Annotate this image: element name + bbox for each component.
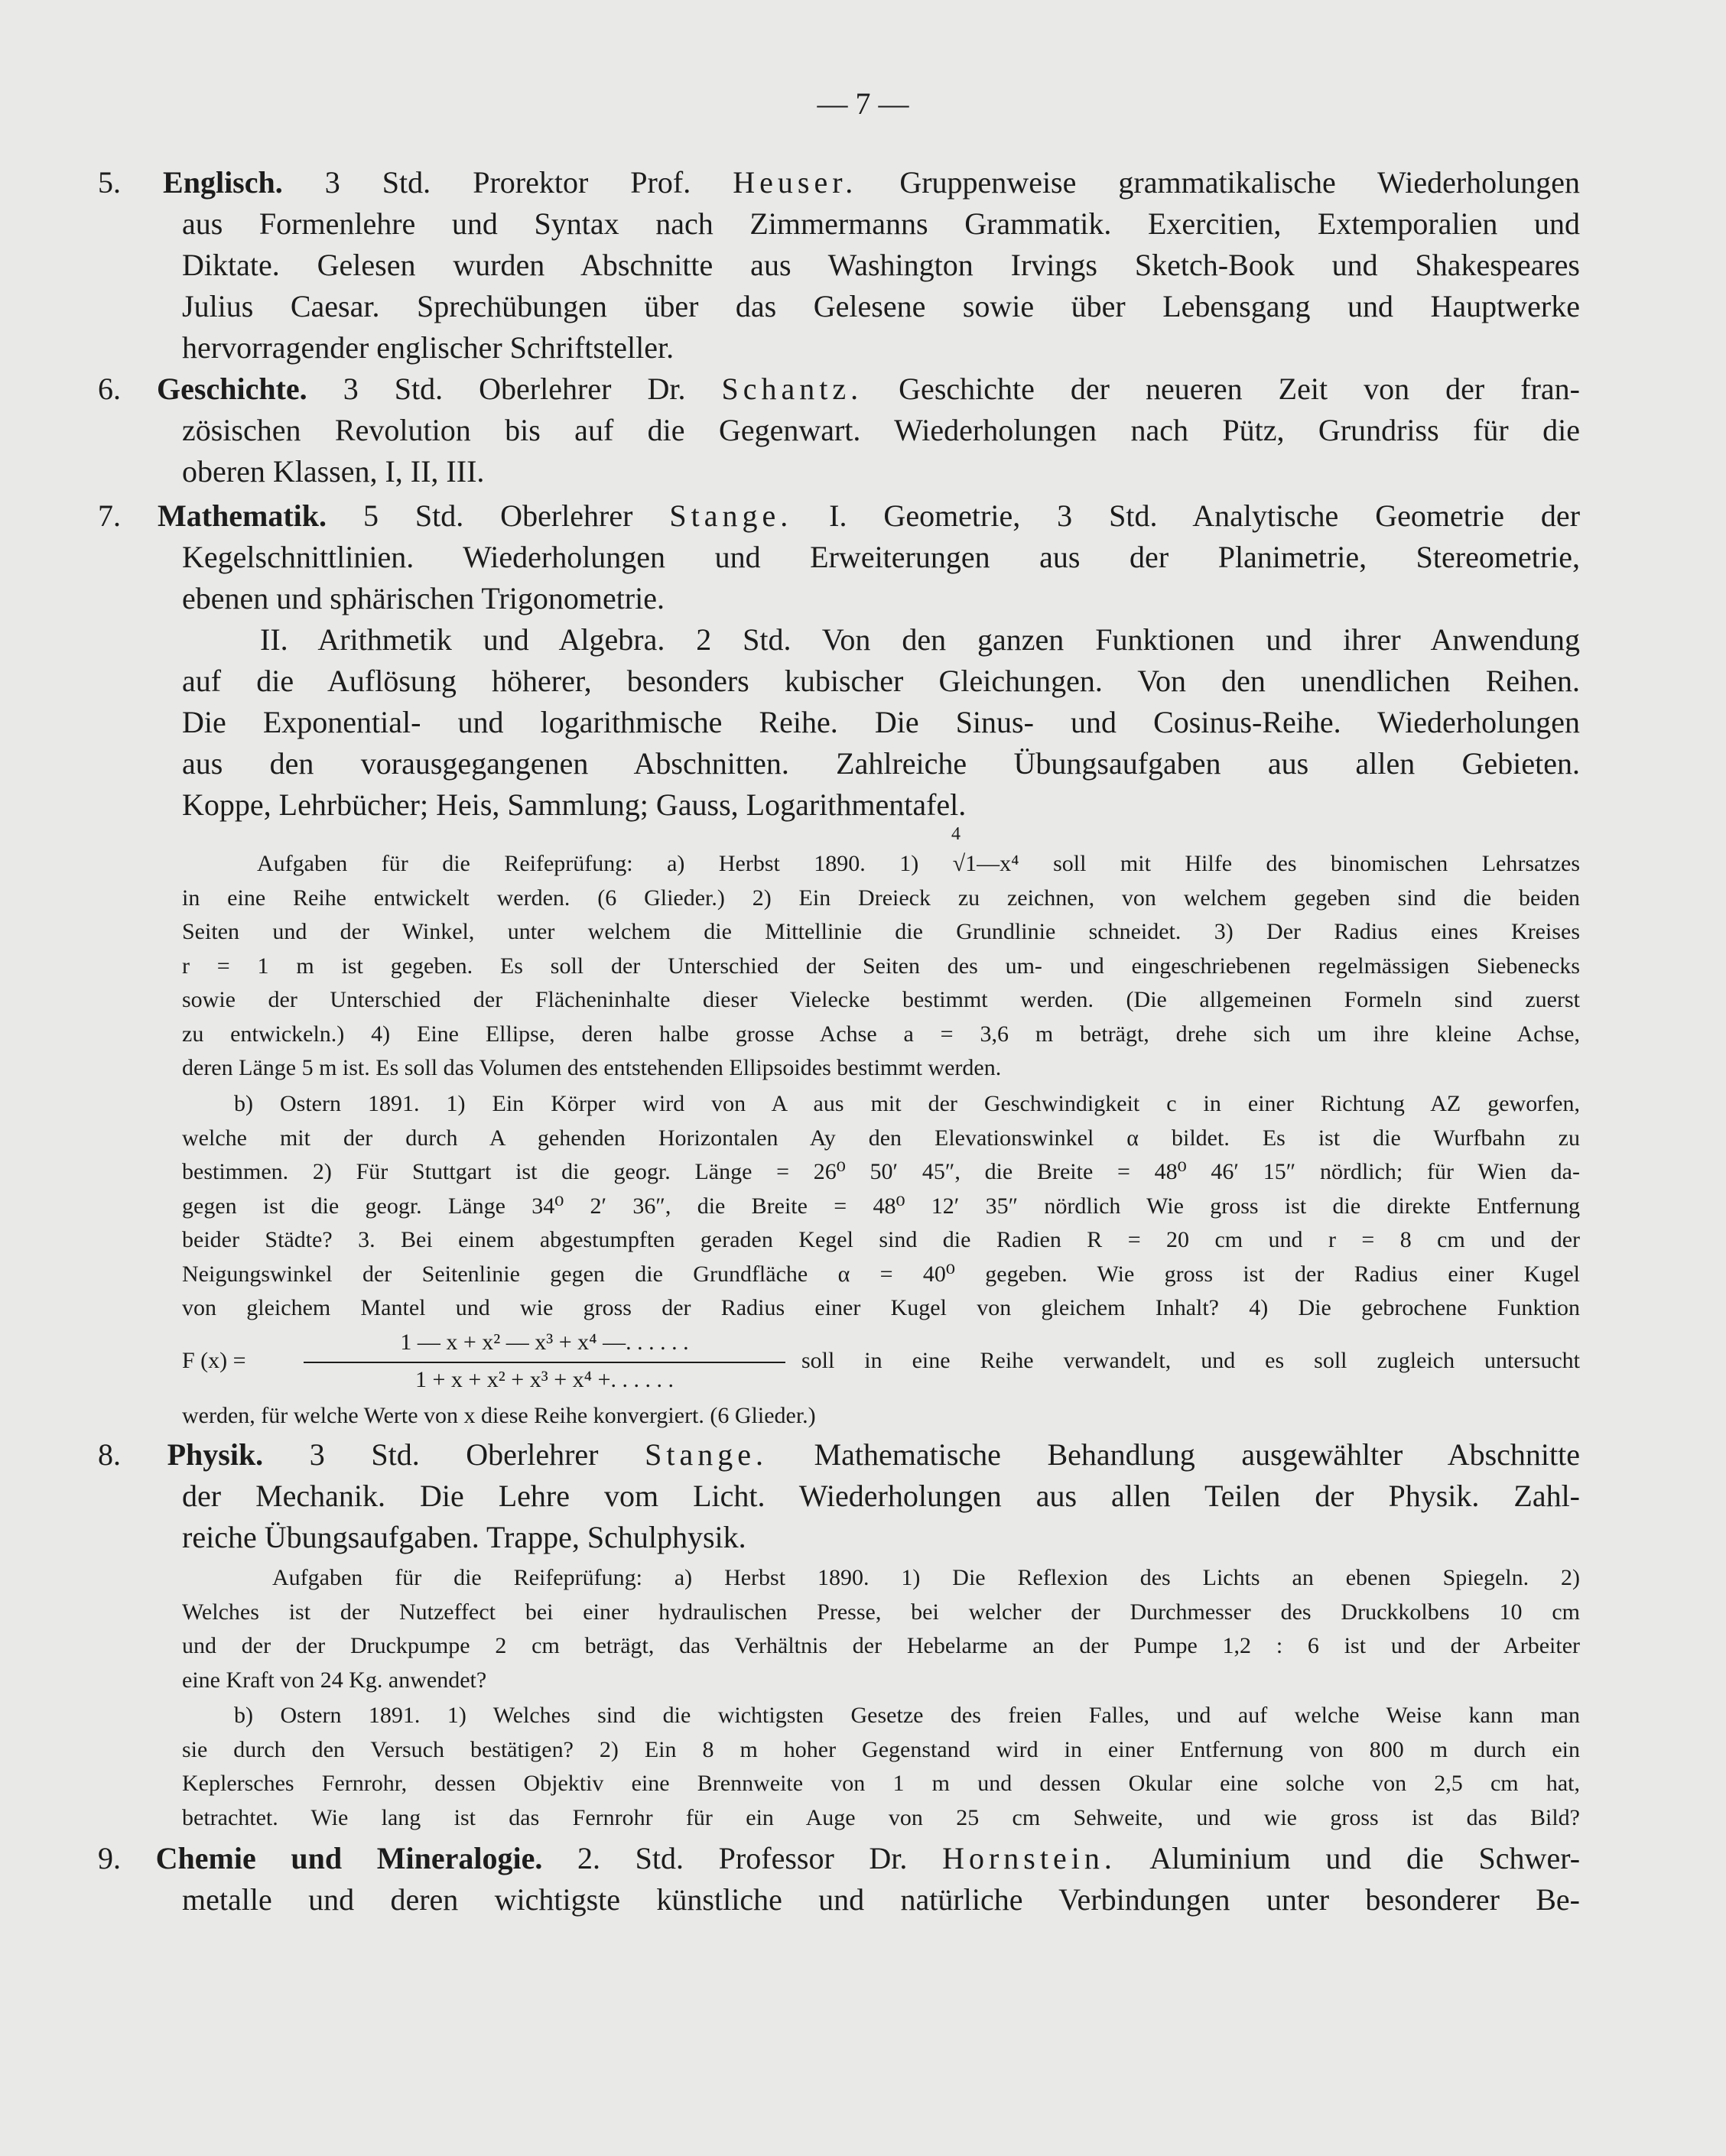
teacher-name: Hornstein. — [942, 1841, 1117, 1875]
text-line: Welches ist der Nutzeffect bei einer hydraulischen Presse, bei welcher der Durchmesser des Druckkolbens 10 cm — [182, 1599, 1580, 1625]
fraction-numerator: 1 — x + x² — x³ + x⁴ —. . . . . . — [400, 1330, 689, 1355]
teacher-name: Schantz. — [721, 372, 863, 406]
text-line: eine Kraft von 24 Kg. anwendet? — [182, 1667, 487, 1693]
text-line: und der der Druckpumpe 2 cm beträgt, das Verhältnis der Hebelarme an der Pumpe 1,2 : 6 ist und der Arbeiter — [182, 1633, 1580, 1658]
text-line: sowie der Unterschied der Flächeninhalte dieser Vielecke bestimmt werden. (Die allgemeinen Formeln sind zuerst — [182, 987, 1580, 1012]
section-number: 5. — [98, 165, 121, 200]
text-line: auf die Auflösung höherer, besonders kubischer Gleichungen. Von den unendlichen Reihen. — [182, 664, 1580, 698]
text-line: sie durch den Versuch bestätigen? 2) Ein 8 m hoher Gegenstand wird in einer Entfernung von 800 m durch ein — [182, 1737, 1580, 1762]
fraction-denominator: 1 + x + x² + x³ + x⁴ +. . . . . . — [414, 1367, 674, 1392]
section-number: 8. — [98, 1437, 121, 1472]
text-line: welche mit der durch A gehenden Horizontalen Ay den Elevationswinkel α bildet. Es ist die Wurfbahn zu — [182, 1125, 1580, 1151]
section-heading-line: 6. Geschichte. 3 Std. Oberlehrer Dr. Schantz. Geschichte der neueren Zeit von der fran- — [98, 372, 1580, 406]
section-heading-line: 9. Chemie und Mineralogie. 2. Std. Professor Dr. Hornstein. Aluminium und die Schwer- — [98, 1841, 1580, 1875]
text-line: in eine Reihe entwickelt werden. (6 Glieder.) 2) Ein Dreieck zu zeichnen, von welchem gegeben sind die beiden — [182, 885, 1580, 911]
text-line: r = 1 m ist gegeben. Es soll der Unterschied der Seiten des um- und eingeschriebenen regelmässigen Siebenecks — [182, 953, 1580, 979]
text-line: b) Ostern 1891. 1) Welches sind die wichtigsten Gesetze des freien Falles, und auf welche Weise kann man — [234, 1703, 1580, 1728]
text-line: zu entwickeln.) 4) Eine Ellipse, deren halbe grosse Achse a = 3,6 m beträgt, drehe sich um ihre kleine Achse, — [182, 1021, 1580, 1047]
text-line: II. Arithmetik und Algebra. 2 Std. Von den ganzen Funktionen und ihrer Anwendung — [260, 622, 1580, 657]
text-line: ebenen und sphärischen Trigonometrie. — [182, 581, 665, 615]
section-number: 9. — [98, 1841, 121, 1875]
text-line: hervorragender englischer Schriftsteller. — [182, 330, 674, 365]
text-line: Diktate. Gelesen wurden Abschnitte aus Washington Irvings Sketch-Book und Shakespeares — [182, 248, 1580, 282]
section-title: Physik. — [167, 1437, 264, 1472]
text-line: Aufgaben für die Reifeprüfung: a) Herbst 1890. 1) √1—x⁴ soll mit Hilfe des binomischen Lehrsatzes — [257, 851, 1580, 876]
text-line: Keplersches Fernrohr, dessen Objektiv eine Brennweite von 1 m und dessen Okular eine solche von 2,5 cm hat, — [182, 1771, 1580, 1796]
section-heading-line: 5. Englisch. 3 Std. Prorektor Prof. Heuser. Gruppenweise grammatikalische Wiederholungen — [98, 165, 1580, 200]
text-line: Julius Caesar. Sprechübungen über das Gelesene sowie über Lebensgang und Hauptwerke — [182, 289, 1580, 323]
root-index: 4 — [951, 824, 961, 844]
text-line: Kegelschnittlinien. Wiederholungen und Erweiterungen aus der Planimetrie, Stereometrie, — [182, 540, 1580, 574]
teacher-name: Heuser. — [733, 165, 858, 200]
section-number: 6. — [98, 372, 121, 406]
teacher-name: Stange. — [669, 498, 793, 533]
section-title: Geschichte. — [157, 372, 307, 406]
text-line: reiche Übungsaufgaben. Trappe, Schulphysik. — [182, 1520, 746, 1554]
text-line: Koppe, Lehrbücher; Heis, Sammlung; Gauss, Logarithmentafel. — [182, 787, 967, 822]
text-line: soll in eine Reihe verwandelt, und es soll zugleich untersucht — [801, 1348, 1580, 1373]
text-line: b) Ostern 1891. 1) Ein Körper wird von A aus mit der Geschwindigkeit c in einer Richtung AZ geworfen, — [234, 1091, 1580, 1116]
teacher-name: Stange. — [645, 1437, 768, 1472]
text-line: bestimmen. 2) Für Stuttgart ist die geogr. Länge = 26⁰ 50′ 45″, die Breite = 48⁰ 46′ 15″ nördlich; für Wien da- — [182, 1159, 1580, 1184]
text-line: der Mechanik. Die Lehre vom Licht. Wiederholungen aus allen Teilen der Physik. Zahl- — [182, 1479, 1580, 1513]
section-number: 7. — [98, 498, 121, 533]
text-line: werden, für welche Werte von x diese Reihe konvergiert. (6 Glieder.) — [182, 1403, 816, 1428]
section-title: Mathematik. — [157, 498, 327, 533]
text-line: beider Städte? 3. Bei einem abgestumpften geraden Kegel sind die Radien R = 20 cm und r = 8 cm und der — [182, 1227, 1580, 1252]
text-line: metalle und deren wichtigste künstliche und natürliche Verbindungen unter besonderer Be- — [182, 1882, 1580, 1917]
text-line: deren Länge 5 m ist. Es soll das Volumen des entstehenden Ellipsoides bestimmt werden. — [182, 1055, 1002, 1080]
text-line: von gleichem Mantel und wie gross der Radius einer Kugel von gleichem Inhalt? 4) Die gebrochene Funktion — [182, 1295, 1580, 1320]
section-heading-line: 7. Mathematik. 5 Std. Oberlehrer Stange. I. Geometrie, 3 Std. Analytische Geometrie der — [98, 498, 1580, 533]
text-line: Aufgaben für die Reifeprüfung: a) Herbst 1890. 1) Die Reflexion des Lichts an ebenen Spiegeln. 2) — [272, 1565, 1580, 1590]
text-line: aus Formenlehre und Syntax nach Zimmermanns Grammatik. Exercitien, Extemporalien und — [182, 206, 1580, 241]
text-line: Neigungswinkel der Seitenlinie gegen die Grundfläche α = 40⁰ gegeben. Wie gross ist der Radius einer Kugel — [182, 1261, 1580, 1287]
text-line: betrachtet. Wie lang ist das Fernrohr für ein Auge von 25 cm Sehweite, und wie gross ist das Bild? — [182, 1805, 1580, 1830]
text-line: Seiten und der Winkel, unter welchem die Mittellinie die Grundlinie schneidet. 3) Der Radius eines Kreises — [182, 919, 1580, 944]
section-heading-line: 8. Physik. 3 Std. Oberlehrer Stange. Mathematische Behandlung ausgewählter Abschnitte — [98, 1437, 1580, 1472]
text-line: oberen Klassen, I, II, III. — [182, 454, 485, 489]
page-number: — 7 — — [817, 86, 909, 121]
formula-lhs: F (x) = — [182, 1348, 246, 1373]
text-line: gegen ist die geogr. Länge 34⁰ 2′ 36″, die Breite = 48⁰ 12′ 35″ nördlich Wie gross ist die direkte Entfernung — [182, 1193, 1580, 1219]
text-line: zösischen Revolution bis auf die Gegenwart. Wiederholungen nach Pütz, Grundriss für die — [182, 413, 1580, 447]
text-line: Die Exponential- und logarithmische Reihe. Die Sinus- und Cosinus-Reihe. Wiederholungen — [182, 705, 1580, 739]
section-title: Englisch. — [163, 165, 283, 200]
section-title: Chemie und Mineralogie. — [155, 1841, 543, 1875]
text-line: aus den vorausgegangenen Abschnitten. Zahlreiche Übungsaufgaben aus allen Gebieten. — [182, 746, 1580, 781]
